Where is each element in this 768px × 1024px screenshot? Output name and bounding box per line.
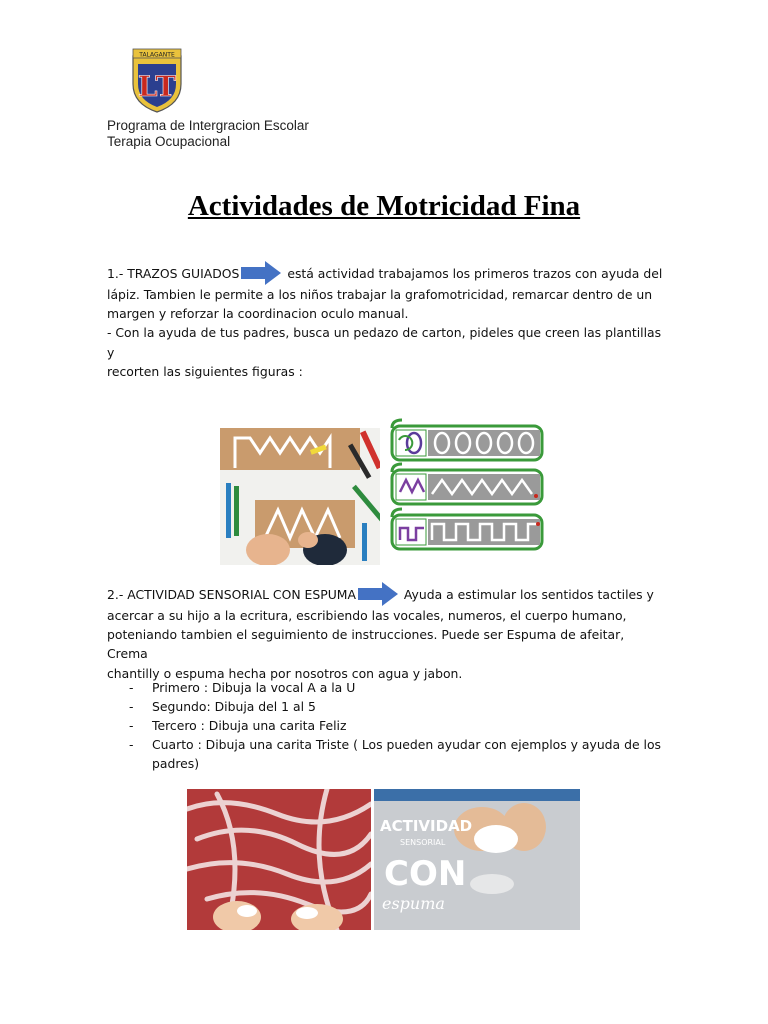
section-1-line-2: lápiz. Tambien le permite a los niños trabajar la grafomotricidad, remarcar dentro de un (107, 287, 653, 302)
section-1-line-1-rest: está actividad trabajamos los primeros trazos con ayuda del (287, 266, 663, 281)
section-2-line-1-rest: Ayuda a estimular los sentidos tactiles y (403, 587, 654, 602)
overlay-word-sensorial: SENSORIAL (400, 838, 446, 847)
section-2-text (107, 582, 667, 683)
department-name: Terapia Ocupacional (107, 134, 231, 149)
list-item: - Segundo: Dibuja del 1 al 5 (129, 699, 316, 714)
school-crest-logo (130, 48, 184, 114)
section-2-line-2: acercar a su hijo a la ecritura, escribiendo las vocales, numeros, el cuerpo humano, (107, 608, 627, 623)
red-foam-photo (187, 789, 371, 930)
overlay-word-actividad: ACTIVIDAD (380, 817, 473, 835)
tracing-cardboard-photo (220, 428, 380, 565)
list-item: - Cuarto : Dibuja una carita Triste ( Los pueden ayudar con ejemplos y ayuda de los (129, 737, 661, 752)
section-1-line-1 (107, 261, 667, 285)
section-2-line-3: poteniando tambien el seguimiento de instrucciones. Puede ser Espuma de afeitar, Crema (107, 627, 625, 662)
section-1-heading: 1.- TRAZOS GUIADOS (107, 266, 240, 281)
tracing-templates-photo (388, 418, 544, 555)
section-2-line-1 (107, 582, 667, 606)
overlay-word-con: CON (384, 854, 467, 894)
section-1-line-4: - Con la ayuda de tus padres, busca un pedazo de carton, pideles que creen las plantillas y (107, 325, 662, 360)
list-item: - Primero : Dibuja la vocal A a la U (129, 680, 356, 695)
list-item: padres) (152, 756, 200, 771)
program-name: Programa de Intergracion Escolar (107, 118, 309, 133)
sensory-foam-photo (374, 789, 580, 930)
right-arrow-icon (241, 261, 281, 285)
program-header (107, 118, 309, 150)
overlay-word-espuma: espuma (382, 894, 445, 913)
section-1-text (107, 261, 667, 381)
page-title: Actividades de Motricidad Fina (187, 190, 581, 222)
section-1-line-5: recorten las siguientes figuras : (107, 363, 303, 379)
section-2-line-4: chantilly o espuma hecha por nosotros con agua y jabon. (107, 665, 463, 681)
list-item: - Tercero : Dibuja una carita Feliz (129, 718, 347, 733)
section-2-heading: 2.- ACTIVIDAD SENSORIAL CON ESPUMA (107, 587, 356, 602)
right-arrow-icon (358, 582, 398, 606)
section-1-line-3: margen y reforzar la coordinacion oculo manual. (107, 306, 409, 322)
instruction-list (107, 678, 667, 773)
logo-banner-text: TALAGANTE (139, 51, 175, 59)
logo-monogram: LT (137, 70, 177, 103)
